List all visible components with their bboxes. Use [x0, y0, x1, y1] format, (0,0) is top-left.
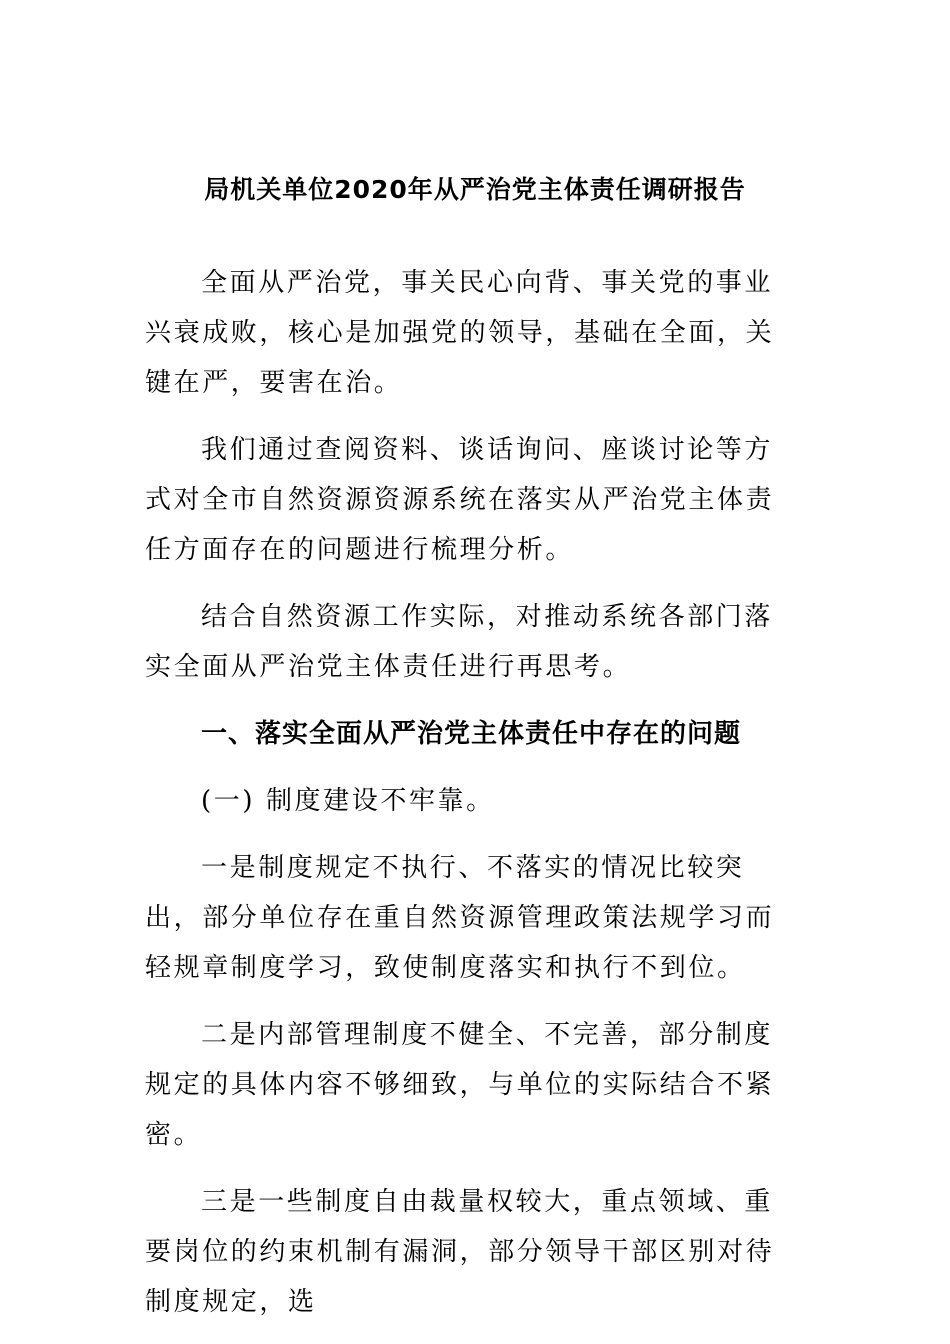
- intro-paragraph: 全面从严治党，事关民心向背、事关党的事业兴衰成败，核心是加强党的领导，基础在全面，关键在严，要害在治。: [145, 268, 775, 398]
- method-paragraph: 我们通过查阅资料、谈话询问、座谈讨论等方式对全市自然资源资源系统在落实从严治党主体责任方面存在的问题进行梳理分析。: [145, 435, 775, 565]
- problem-paragraph-2: 二是内部管理制度不健全、不完善，部分制度规定的具体内容不够细致，与单位的实际结合不紧密。: [145, 1020, 775, 1150]
- purpose-paragraph: 结合自然资源工作实际，对推动系统各部门落实全面从严治党主体责任进行再思考。: [145, 602, 774, 682]
- document-title: 局机关单位2020年从严治党主体责任调研报告: [204, 175, 746, 204]
- document-body: [145, 258, 795, 1344]
- problem-paragraph-3: 三是一些制度自由裁量权较大，重点领域、重要岗位的约束机制有漏洞，部分领导干部区别对待制度规定，选: [145, 1187, 775, 1317]
- section-heading: 一、落实全面从严治党主体责任中存在的问题: [201, 719, 742, 749]
- subsection-heading: (一) 制度建设不牢靠。: [201, 786, 495, 816]
- problem-paragraph-1: 一是制度规定不执行、不落实的情况比较突出，部分单位存在重自然资源管理政策法规学习而轻规章制度学习，致使制度落实和执行不到位。: [145, 853, 775, 983]
